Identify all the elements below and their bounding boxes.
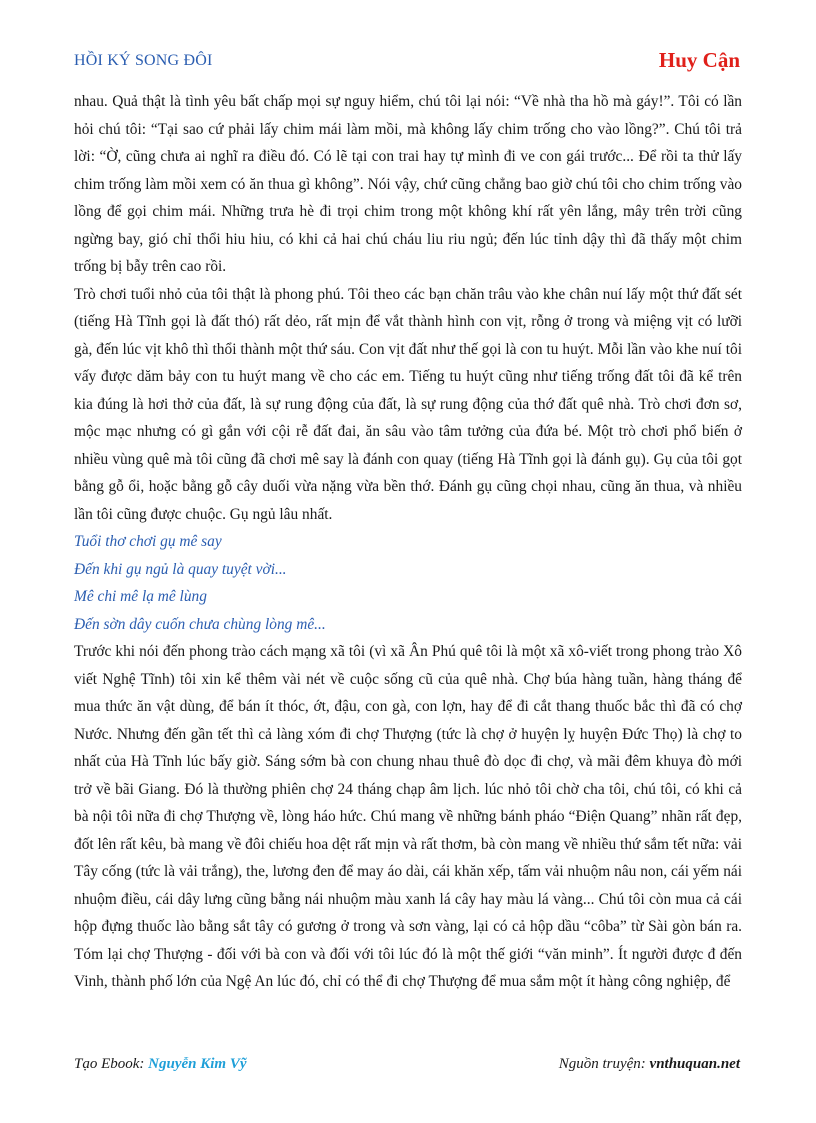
footer-ebook-credit: Tạo Ebook: Nguyễn Kim Vỹ bbox=[74, 1056, 247, 1072]
page-body bbox=[74, 88, 742, 996]
verse-line: Mê chi mê lạ mê lùng bbox=[74, 588, 207, 605]
footer-source-credit: Nguồn truyện: vnthuquan.net bbox=[558, 1056, 740, 1072]
verse-line: Đến khi gụ ngủ là quay tuyệt vời... bbox=[74, 560, 287, 578]
ebook-label: Tạo Ebook bbox=[74, 1056, 140, 1072]
book-title: HỒI KÝ SONG ĐÔI bbox=[74, 52, 213, 69]
paragraph: Trò chơi tuổi nhỏ của tôi thật là phong phú. Tôi theo các bạn chăn trâu vào khe chân nuí lấy một thứ đất sét (tiếng Hà Tĩnh gọi là đất thó) rất dẻo, rất mịn để vắt thành hình con vịt, rỗng ở trong và miệng vịt có lưỡi gà, đến lúc vịt khô thì thổi thành một thứ sáu. Con vịt đất như thế gọi là con tu huýt. Mỗi lần vào khe nuí tôi vấy được dăm bảy con tu huýt mang về cho các em. Tiếng tu huýt cũng như tiếng trống đất tôi đã kể trên kia đúng là hơi thở của đất, là sự rung động của đất, là sự rung động của thớ đất quê nhà. Trò chơi đơn sơ, mộc mạc nhưng có gì gắn với cội rễ đất đai, ăn sâu vào tâm tưởng của đứa bé. Một trò chơi phổ biến ở nhiều vùng quê mà tôi cũng đã chơi mê say là đánh con quay (tiếng Hà Tĩnh gọi là đánh gụ). Gụ của tôi gọt bằng gỗ ổi, hoặc bằng gỗ cây duối vừa nặng vừa bền thớ. Đánh gụ cũng chọi nhau, cũng ăn thua, và nhiều lần tôi cũng được chuộc. Gụ ngủ lâu nhất. bbox=[74, 285, 742, 523]
paragraph: nhau. Quả thật là tình yêu bất chấp mọi sự nguy hiểm, chú tôi lại nói: “Về nhà tha hồ mà gáy!”. Tôi có lần hỏi chú tôi: “Tại sao cứ phải lấy chim mái làm mồi, mà không lấy chim trống cho vào lồng?”. Chú tôi trả lời: “Ờ, cũng chưa ai nghĩ ra điều đó. Có lẽ tại con trai hay tự mình đi ve con gái trước... Để rồi ta thử lấy chim trống làm mồi xem có ăn thua gì không”. Nói vậy, chứ cũng chẳng bao giờ chú tôi cho chim trống vào lồng để gọi chim mái. Những trưa hè đi trọi chim trong một không khí rất yên lắng, mây trên trời cũng ngừng bay, gió chỉ thổi hiu hiu, có khi cả hai chú cháu liu riu ngủ; đến lúc tỉnh dậy thì đã thấy một chim trống bị bẫy trên cao rồi. bbox=[74, 93, 742, 275]
paragraph: Trước khi nói đến phong trào cách mạng xã tôi (vì xã Ân Phú quê tôi là một xã xô-viết trong phong trào Xô viết Nghệ Tĩnh) tôi xin kể thêm vài nét về cuộc sống cũ của quê nhà. Chợ búa hàng tuần, hàng tháng để mua thức ăn vật dùng, để bán ít thóc, ớt, đậu, con gà, con lợn, hay để đi cắt thang thuốc bắc thì đã có chợ Nước. Nhưng đến gần tết thì cả làng xóm đi chợ Thượng (tức là chợ ở huyện lỵ huyện Đức Thọ) là chợ to nhất của Hà Tĩnh lúc bấy giờ. Sáng sớm bà con chung nhau thuê đò dọc đi chợ, và mãi đêm khuya đò mới trở về bãi Giang. Đó là thường phiên chợ 24 tháng chạp âm lịch. lúc nhỏ tôi chờ cha tôi, chú tôi, có khi cả bà nội tôi nữa đi chợ Thượng về, lòng háo hức. Chú mang về những bánh pháo “Điện Quang” nhãn rất đẹp, đốt lên rất kêu, bà mang về đôi chiếu hoa dệt rất mịn và rất thơm, bà còn mang về nhiều thứ sắm tết nữa: vải Tây cống (tức là vải trắng), the, lương đen để may áo dài, cái khăn xếp, tấm vải nhuộm nâu non, cái yếm nái nhuộm điều, cái dây lưng cũng bằng nái nhuộm màu xanh lá cây hay màu lá vàng... Chú tôi còn mua cả cái hộp đựng thuốc lào bằng sắt tây có gương ở trong và sơn vàng, lại có cả hộp dầu “côba” từ Sài gòn bán ra. Tóm lại chợ Thượng - đối với bà con và đối với tôi lúc đó là một thế giới “văn minh”. Ít người được đ đến Vinh, thành phố lớn của Ngệ An lúc đó, chỉ có thể đi chợ Thượng để mua sắm một ít hàng công nghiệp, để bbox=[74, 643, 742, 990]
author-name: Huy Cận bbox=[658, 48, 740, 72]
verse-line: Đến sờn dây cuốn chưa chùng lòng mê... bbox=[74, 615, 326, 633]
ebook-author: Nguyễn Kim Vỹ bbox=[148, 1056, 247, 1072]
source-site: vnthuquan.net bbox=[649, 1056, 740, 1072]
verse-line: Tuổi thơ chơi gụ mê say bbox=[74, 533, 222, 550]
source-label: Nguồn truyện bbox=[558, 1056, 641, 1072]
